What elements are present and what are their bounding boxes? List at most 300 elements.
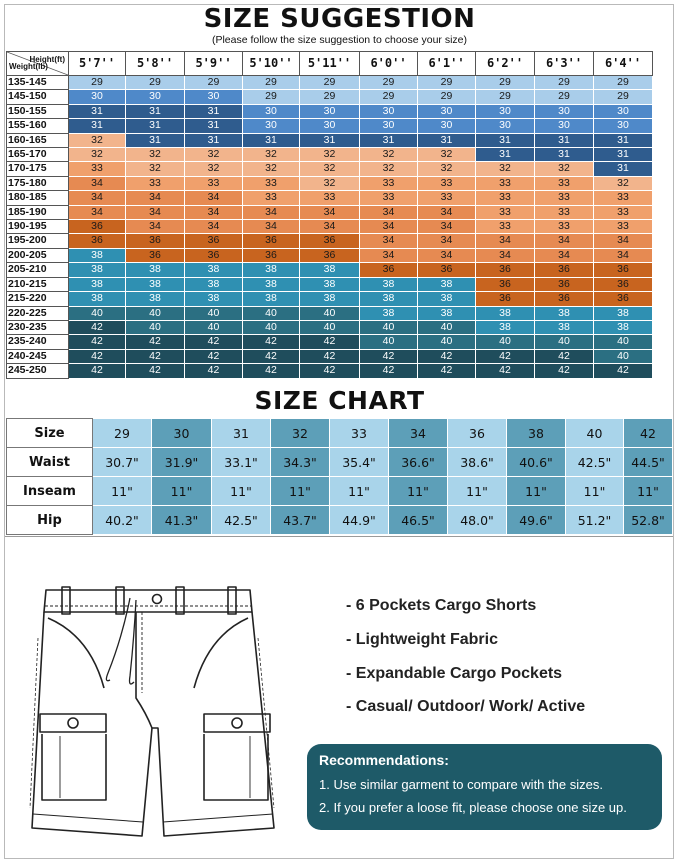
size-cell: 29 (126, 76, 185, 90)
weight-label: 245-250 (7, 364, 69, 378)
size-cell: 34 (69, 176, 126, 190)
size-cell: 42 (69, 349, 126, 363)
size-chart-cell: 49.6" (507, 506, 566, 535)
size-cell: 30 (476, 104, 535, 118)
weight-label: 175-180 (7, 176, 69, 190)
size-cell: 38 (185, 263, 243, 277)
size-cell: 32 (185, 162, 243, 176)
size-cell: 32 (535, 162, 594, 176)
size-chart-cell: 11" (566, 477, 624, 506)
size-suggestion-table (6, 51, 653, 379)
size-cell: 36 (535, 263, 594, 277)
size-chart-cell: 11" (152, 477, 212, 506)
size-cell: 32 (594, 176, 653, 190)
weight-label: 210-215 (7, 277, 69, 291)
size-cell: 36 (535, 292, 594, 306)
size-cell: 42 (69, 364, 126, 378)
size-cell: 33 (535, 176, 594, 190)
size-cell: 33 (476, 176, 535, 190)
weight-label: 220-225 (7, 306, 69, 320)
height-header: 6'1'' (418, 52, 476, 76)
size-cell: 32 (243, 162, 300, 176)
size-cell: 32 (418, 162, 476, 176)
recommendations-box (307, 744, 662, 830)
size-cell: 40 (185, 306, 243, 320)
size-cell: 30 (594, 119, 653, 133)
size-cell: 33 (594, 205, 653, 219)
size-cell: 40 (185, 320, 243, 334)
size-cell: 38 (126, 263, 185, 277)
size-cell: 34 (360, 205, 418, 219)
size-cell: 31 (126, 119, 185, 133)
size-chart-cell: 52.8" (624, 506, 673, 535)
size-cell: 31 (418, 133, 476, 147)
size-cell: 30 (418, 119, 476, 133)
size-cell: 38 (594, 320, 653, 334)
size-cell: 40 (300, 306, 360, 320)
weight-row (7, 90, 653, 104)
size-cell: 38 (535, 306, 594, 320)
size-chart-cell: 11" (507, 477, 566, 506)
size-cell: 30 (126, 90, 185, 104)
weight-label: 155-160 (7, 119, 69, 133)
size-cell: 30 (535, 119, 594, 133)
size-cell: 40 (476, 335, 535, 349)
size-cell: 42 (69, 335, 126, 349)
size-chart-cell: 11" (271, 477, 330, 506)
size-cell: 36 (594, 277, 653, 291)
size-cell: 40 (360, 335, 418, 349)
size-cell: 31 (594, 148, 653, 162)
size-cell: 31 (69, 119, 126, 133)
size-cell: 31 (476, 133, 535, 147)
feature-item: - 6 Pockets Cargo Shorts (346, 597, 537, 614)
size-cell: 36 (594, 263, 653, 277)
recommendation-item: 2. If you prefer a loose fit, please choose one size up. (319, 800, 627, 815)
size-cell: 32 (476, 162, 535, 176)
size-chart-row-label: Inseam (7, 477, 93, 506)
size-cell: 42 (300, 364, 360, 378)
size-cell: 31 (185, 133, 243, 147)
size-cell: 38 (476, 320, 535, 334)
feature-item: - Lightweight Fabric (346, 631, 498, 648)
weight-axis-label: Weight(lb) (9, 61, 48, 71)
size-cell: 30 (360, 119, 418, 133)
size-cell: 38 (360, 292, 418, 306)
size-chart-cell: 34 (389, 419, 448, 448)
size-cell: 34 (185, 191, 243, 205)
size-cell: 40 (418, 335, 476, 349)
size-cell: 34 (243, 220, 300, 234)
height-header: 6'2'' (476, 52, 535, 76)
size-cell: 38 (243, 277, 300, 291)
weight-row (7, 76, 653, 90)
weight-row (7, 292, 653, 306)
size-cell: 32 (360, 148, 418, 162)
size-cell: 34 (418, 248, 476, 262)
size-cell: 30 (418, 104, 476, 118)
size-cell: 36 (243, 248, 300, 262)
size-cell: 31 (535, 148, 594, 162)
size-chart-cell: 42.5" (566, 448, 624, 477)
size-cell: 32 (69, 133, 126, 147)
size-cell: 38 (360, 306, 418, 320)
weight-row (7, 119, 653, 133)
size-cell: 31 (476, 148, 535, 162)
weight-row (7, 148, 653, 162)
size-cell: 42 (69, 320, 126, 334)
size-cell: 34 (69, 191, 126, 205)
size-cell: 42 (594, 364, 653, 378)
size-cell: 34 (418, 220, 476, 234)
size-cell: 38 (243, 292, 300, 306)
size-cell: 40 (69, 306, 126, 320)
size-cell: 42 (126, 364, 185, 378)
weight-row (7, 205, 653, 219)
size-chart-cell: 42.5" (212, 506, 271, 535)
size-cell: 38 (418, 277, 476, 291)
weight-row (7, 364, 653, 378)
size-chart-cell: 32 (271, 419, 330, 448)
size-cell: 36 (300, 234, 360, 248)
weight-label: 170-175 (7, 162, 69, 176)
weight-label: 200-205 (7, 248, 69, 262)
size-cell: 34 (185, 220, 243, 234)
size-cell: 34 (360, 234, 418, 248)
size-chart-cell: 34.3" (271, 448, 330, 477)
size-cell: 42 (476, 364, 535, 378)
size-cell: 34 (476, 248, 535, 262)
size-cell: 33 (594, 191, 653, 205)
size-cell: 33 (476, 220, 535, 234)
size-cell: 33 (476, 191, 535, 205)
size-chart-row (7, 477, 673, 506)
size-cell: 32 (418, 148, 476, 162)
size-cell: 38 (418, 292, 476, 306)
feature-item: - Expandable Cargo Pockets (346, 665, 563, 682)
weight-label: 150-155 (7, 104, 69, 118)
size-cell: 29 (594, 76, 653, 90)
weight-row (7, 277, 653, 291)
size-cell: 33 (185, 176, 243, 190)
size-chart-cell: 11" (389, 477, 448, 506)
size-cell: 38 (69, 292, 126, 306)
size-cell: 29 (185, 76, 243, 90)
size-cell: 30 (535, 104, 594, 118)
size-cell: 42 (476, 349, 535, 363)
size-cell: 33 (418, 191, 476, 205)
size-cell: 31 (360, 133, 418, 147)
size-chart-row (7, 506, 673, 535)
size-chart-cell: 40.2" (93, 506, 152, 535)
size-cell: 33 (535, 191, 594, 205)
size-cell: 40 (360, 320, 418, 334)
size-cell: 33 (360, 191, 418, 205)
size-cell: 38 (126, 277, 185, 291)
size-cell: 42 (535, 349, 594, 363)
size-cell: 30 (243, 104, 300, 118)
size-chart-cell: 30.7" (93, 448, 152, 477)
size-cell: 34 (69, 205, 126, 219)
size-cell: 31 (69, 104, 126, 118)
size-suggestion-title: SIZE SUGGESTION (203, 4, 476, 34)
size-chart-cell: 36.6" (389, 448, 448, 477)
size-cell: 34 (360, 248, 418, 262)
size-cell: 40 (243, 306, 300, 320)
size-chart-row (7, 419, 673, 448)
size-cell: 29 (300, 90, 360, 104)
size-cell: 30 (594, 104, 653, 118)
weight-row (7, 220, 653, 234)
height-header: 5'10'' (243, 52, 300, 76)
weight-row (7, 191, 653, 205)
size-chart-cell: 33 (330, 419, 389, 448)
height-header: 5'11'' (300, 52, 360, 76)
size-cell: 42 (300, 349, 360, 363)
size-cell: 34 (535, 248, 594, 262)
size-cell: 36 (243, 234, 300, 248)
size-cell: 36 (594, 292, 653, 306)
size-cell: 34 (126, 205, 185, 219)
size-cell: 30 (243, 119, 300, 133)
size-cell: 42 (535, 364, 594, 378)
size-cell: 32 (300, 176, 360, 190)
size-cell: 42 (360, 364, 418, 378)
size-cell: 36 (476, 277, 535, 291)
weight-label: 240-245 (7, 349, 69, 363)
size-cell: 31 (185, 119, 243, 133)
size-cell: 38 (300, 292, 360, 306)
size-cell: 31 (300, 133, 360, 147)
size-cell: 34 (243, 205, 300, 219)
size-cell: 33 (69, 162, 126, 176)
size-chart-title: SIZE CHART (254, 386, 425, 415)
size-cell: 29 (476, 90, 535, 104)
size-chart-cell: 11" (448, 477, 507, 506)
size-cell: 34 (360, 220, 418, 234)
size-cell: 34 (594, 248, 653, 262)
size-cell: 36 (185, 248, 243, 262)
size-cell: 31 (535, 133, 594, 147)
size-chart-row-label: Size (7, 419, 93, 448)
size-chart-cell: 43.7" (271, 506, 330, 535)
weight-label: 230-235 (7, 320, 69, 334)
size-cell: 30 (300, 119, 360, 133)
size-cell: 42 (126, 349, 185, 363)
size-cell: 29 (418, 90, 476, 104)
weight-label: 195-200 (7, 234, 69, 248)
size-cell: 36 (476, 263, 535, 277)
size-chart-cell: 33.1" (212, 448, 271, 477)
size-cell: 34 (418, 205, 476, 219)
weight-row (7, 263, 653, 277)
weight-label: 205-210 (7, 263, 69, 277)
weight-label: 165-170 (7, 148, 69, 162)
size-cell: 42 (243, 349, 300, 363)
size-cell: 36 (476, 292, 535, 306)
size-cell: 40 (126, 306, 185, 320)
size-cell: 34 (594, 234, 653, 248)
weight-label: 235-240 (7, 335, 69, 349)
size-cell: 29 (243, 90, 300, 104)
size-chart-cell: 11" (330, 477, 389, 506)
size-cell: 34 (185, 205, 243, 219)
size-cell: 34 (476, 234, 535, 248)
size-cell: 36 (535, 277, 594, 291)
size-cell: 32 (300, 148, 360, 162)
size-cell: 34 (535, 234, 594, 248)
weight-row (7, 349, 653, 363)
size-chart-cell: 40 (566, 419, 624, 448)
size-cell: 34 (300, 220, 360, 234)
size-chart-cell: 30 (152, 419, 212, 448)
size-cell: 36 (300, 248, 360, 262)
size-cell: 33 (360, 176, 418, 190)
recommendations-title: Recommendations: (319, 752, 449, 768)
size-cell: 32 (300, 162, 360, 176)
size-cell: 38 (300, 263, 360, 277)
size-cell: 31 (126, 104, 185, 118)
size-cell: 32 (185, 148, 243, 162)
size-cell: 30 (360, 104, 418, 118)
weight-row (7, 320, 653, 334)
weight-label: 135-145 (7, 76, 69, 90)
size-cell: 40 (535, 335, 594, 349)
size-suggestion-subtitle: (Please follow the size suggestion to choose your size) (211, 34, 468, 46)
size-chart-cell: 38.6" (448, 448, 507, 477)
feature-item: - Casual/ Outdoor/ Work/ Active (346, 698, 586, 715)
size-cell: 40 (594, 335, 653, 349)
size-cell: 38 (360, 277, 418, 291)
size-cell: 36 (69, 220, 126, 234)
size-cell: 32 (360, 162, 418, 176)
size-cell: 42 (418, 364, 476, 378)
size-chart-cell: 11" (212, 477, 271, 506)
size-cell: 40 (243, 320, 300, 334)
size-cell: 36 (418, 263, 476, 277)
size-cell: 42 (243, 364, 300, 378)
weight-row (7, 248, 653, 262)
size-cell: 34 (300, 205, 360, 219)
size-cell: 38 (243, 263, 300, 277)
size-cell: 33 (243, 176, 300, 190)
size-cell: 42 (185, 349, 243, 363)
section-divider (5, 536, 673, 537)
size-chart-cell: 42 (624, 419, 673, 448)
weight-label: 185-190 (7, 205, 69, 219)
size-cell: 33 (300, 191, 360, 205)
size-cell: 29 (535, 76, 594, 90)
size-cell: 36 (126, 248, 185, 262)
size-cell: 31 (594, 133, 653, 147)
size-cell: 38 (185, 277, 243, 291)
size-cell: 32 (126, 162, 185, 176)
weight-label: 145-150 (7, 90, 69, 104)
size-cell: 33 (243, 191, 300, 205)
height-axis-label: Height(ft) (29, 55, 65, 64)
size-cell: 33 (418, 176, 476, 190)
size-chart-cell: 51.2" (566, 506, 624, 535)
size-cell: 33 (126, 176, 185, 190)
size-cell: 42 (185, 364, 243, 378)
size-cell: 29 (243, 76, 300, 90)
size-cell: 38 (69, 248, 126, 262)
size-chart-row (7, 448, 673, 477)
weight-row (7, 306, 653, 320)
size-cell: 29 (69, 76, 126, 90)
weight-row (7, 234, 653, 248)
size-cell: 29 (418, 76, 476, 90)
size-cell: 31 (185, 104, 243, 118)
size-cell: 36 (69, 234, 126, 248)
size-cell: 29 (300, 76, 360, 90)
weight-row (7, 335, 653, 349)
size-cell: 42 (185, 335, 243, 349)
height-header: 6'0'' (360, 52, 418, 76)
weight-label: 190-195 (7, 220, 69, 234)
weight-row (7, 133, 653, 147)
size-chart-cell: 44.9" (330, 506, 389, 535)
height-header: 5'9'' (185, 52, 243, 76)
size-cell: 40 (418, 320, 476, 334)
size-cell: 29 (476, 76, 535, 90)
size-cell: 38 (300, 277, 360, 291)
recommendation-item: 1. Use similar garment to compare with the sizes. (319, 777, 603, 792)
size-chart-cell: 31 (212, 419, 271, 448)
size-chart-cell: 46.5" (389, 506, 448, 535)
size-cell: 40 (594, 349, 653, 363)
size-cell: 40 (126, 320, 185, 334)
size-chart-cell: 36 (448, 419, 507, 448)
size-cell: 33 (594, 220, 653, 234)
size-cell: 38 (535, 320, 594, 334)
size-cell: 32 (243, 148, 300, 162)
size-chart-cell: 29 (93, 419, 152, 448)
size-cell: 36 (360, 263, 418, 277)
weight-row (7, 104, 653, 118)
size-cell: 29 (594, 90, 653, 104)
size-chart-cell: 35.4" (330, 448, 389, 477)
size-cell: 30 (300, 104, 360, 118)
weight-label: 215-220 (7, 292, 69, 306)
height-header: 6'4'' (594, 52, 653, 76)
weight-row (7, 162, 653, 176)
size-cell: 42 (418, 349, 476, 363)
size-cell: 29 (360, 90, 418, 104)
size-chart-cell: 38 (507, 419, 566, 448)
size-cell: 32 (69, 148, 126, 162)
size-cell: 30 (476, 119, 535, 133)
size-cell: 38 (594, 306, 653, 320)
size-chart-cell: 31.9" (152, 448, 212, 477)
size-cell: 30 (185, 90, 243, 104)
size-chart-cell: 41.3" (152, 506, 212, 535)
size-chart-cell: 48.0" (448, 506, 507, 535)
size-chart-table (6, 418, 673, 535)
size-cell: 42 (243, 335, 300, 349)
weight-label: 180-185 (7, 191, 69, 205)
height-header: 5'8'' (126, 52, 185, 76)
size-cell: 29 (535, 90, 594, 104)
weight-label: 160-165 (7, 133, 69, 147)
size-cell: 34 (126, 220, 185, 234)
size-cell: 34 (126, 191, 185, 205)
size-cell: 42 (360, 349, 418, 363)
weight-row (7, 176, 653, 190)
height-header-row (7, 52, 653, 76)
axis-corner (7, 52, 69, 76)
size-cell: 36 (185, 234, 243, 248)
